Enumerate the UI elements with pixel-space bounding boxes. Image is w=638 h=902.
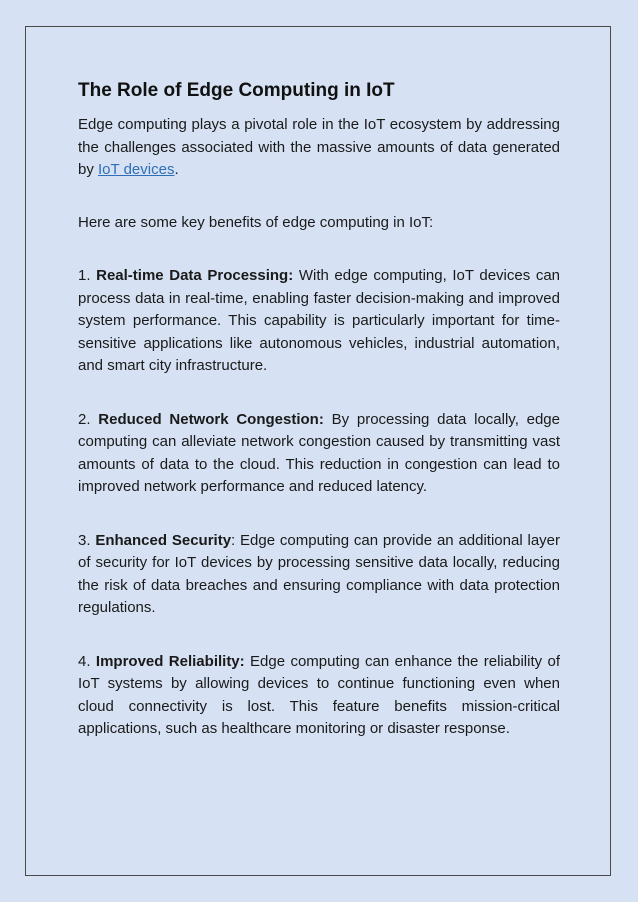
benefit-number: 2. xyxy=(78,410,91,428)
benefit-number: 4. xyxy=(78,652,91,670)
iot-devices-link[interactable]: IoT devices xyxy=(98,161,175,178)
intro-text: Edge computing plays a pivotal role in the IoT ecosystem by addressing the challenges associated with the massive amounts of data generated by xyxy=(78,116,560,178)
document-body xyxy=(78,78,560,772)
benefit-item xyxy=(78,409,560,499)
intro-text-end: . xyxy=(174,161,179,178)
intro-paragraph xyxy=(78,114,560,182)
benefit-body: : Edge computing can provide an additional layer of security for IoT devices by processing sensitive data locally, reducing the risk of data breaches and ensuring compliance with data protection regulations. xyxy=(78,531,561,616)
benefit-heading: Reduced Network Congestion: xyxy=(98,410,324,428)
benefit-heading: Enhanced Security xyxy=(95,531,232,549)
benefit-item xyxy=(78,530,560,620)
document-title: The Role of Edge Computing in IoT xyxy=(78,80,395,101)
benefit-item xyxy=(78,651,560,741)
benefit-heading: Improved Reliability: xyxy=(95,652,245,670)
benefit-body: Edge computing can enhance the reliability of IoT systems by allowing devices to continue functioning even when cloud connectivity is lost. This feature benefits mission-critical applications, such as healthcare monitoring or disaster response. xyxy=(78,652,561,737)
benefit-body: By processing data locally, edge computing can alleviate network congestion caused by transmitting vast amounts of data to the cloud. This reduction in congestion can lead to improved network performance and reduced latency. xyxy=(78,410,560,495)
benefit-number: 1. xyxy=(78,267,91,284)
benefit-number: 3. xyxy=(78,531,91,549)
benefits-lead: Here are some key benefits of edge computing in IoT: xyxy=(78,213,434,231)
benefit-item xyxy=(78,265,560,378)
benefit-heading: Real-time Data Processing: xyxy=(96,267,294,284)
benefit-body: With edge computing, IoT devices can process data in real-time, enabling faster decision-making and improved system performance. This capability is particularly important for time-sensitive applications like autonomous vehicles, industrial automation, and smart city infrastructure. xyxy=(78,267,561,374)
